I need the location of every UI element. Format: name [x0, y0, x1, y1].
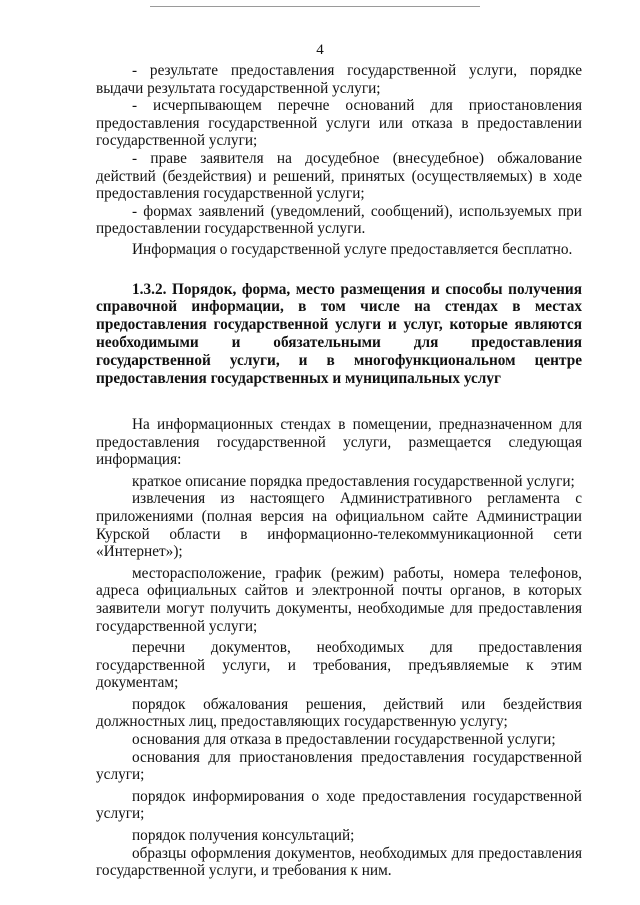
section-lead: На информационных стендах в помещении, предназначенном для предоставления государственной услуги, размещается следующая информация: [96, 415, 582, 469]
list-item: основания для приостановления предоставления государственной услуги; [96, 748, 582, 784]
intro-item-grounds: - исчерпывающем перечне оснований для приостановления предоставления государственной услуги или отказа в предоставлении государственной услуги; [96, 97, 582, 150]
list-item: перечни документов, необходимых для предоставления государственной услуги, и требования, предъявляемые к этим документам; [96, 639, 582, 692]
intro-item-forms: - формах заявлений (уведомлений, сообщений), используемых при предоставлении государственной услуги. [96, 202, 582, 238]
scan-top-rule [150, 6, 480, 7]
list-item: порядок получения консультаций; [132, 827, 355, 845]
list-item: порядок обжалования решения, действий или бездействия должностных лиц, предоставляющих государственную услугу; [96, 695, 582, 731]
intro-item-result: - результате предоставления государственной услуги, порядке выдачи результата государственной услуги; [96, 62, 582, 97]
list-item: извлечения из настоящего Административного регламента с приложениями (полная версия на официальном сайте Администрации Курской области в информационно-телекоммуникационной сети «Интернет»); [96, 490, 582, 561]
list-item: основания для отказа в предоставлении государственной услуги; [132, 731, 556, 749]
list-item: краткое описание порядка предоставления государственной услуги; [132, 472, 575, 490]
free-info-note: Информация о государственной услуге предоставляется бесплатно. [132, 240, 573, 258]
list-item: образцы оформления документов, необходимых для предоставления государственной услуги, и требования к ним. [96, 844, 582, 880]
page-number: 4 [316, 42, 324, 58]
section-heading: 1.3.2. Порядок, форма, место размещения и способы получения справочной информации, в том числе на стендах в местах предоставления государственной услуги и услуг, которые являются необходимыми и обязательными для предоставления государственной услуги, и в многофункциональном центре предоставления государственных и муниципальных услуг [96, 280, 582, 388]
document-body [96, 62, 582, 880]
intro-item-appeal-right: - праве заявителя на досудебное (внесудебное) обжалование действий (бездействия) и решений, принятых (осуществляемых) в ходе предоставления государственной услуги; [96, 149, 582, 203]
list-item: месторасположение, график (режим) работы, номера телефонов, адреса официальных сайтов и электронной почты органов, в которых заявители могут получить документы, необходимые для предоставления государственной услуги; [96, 564, 582, 635]
list-item: порядок информирования о ходе предоставления государственной услуги; [96, 787, 582, 823]
